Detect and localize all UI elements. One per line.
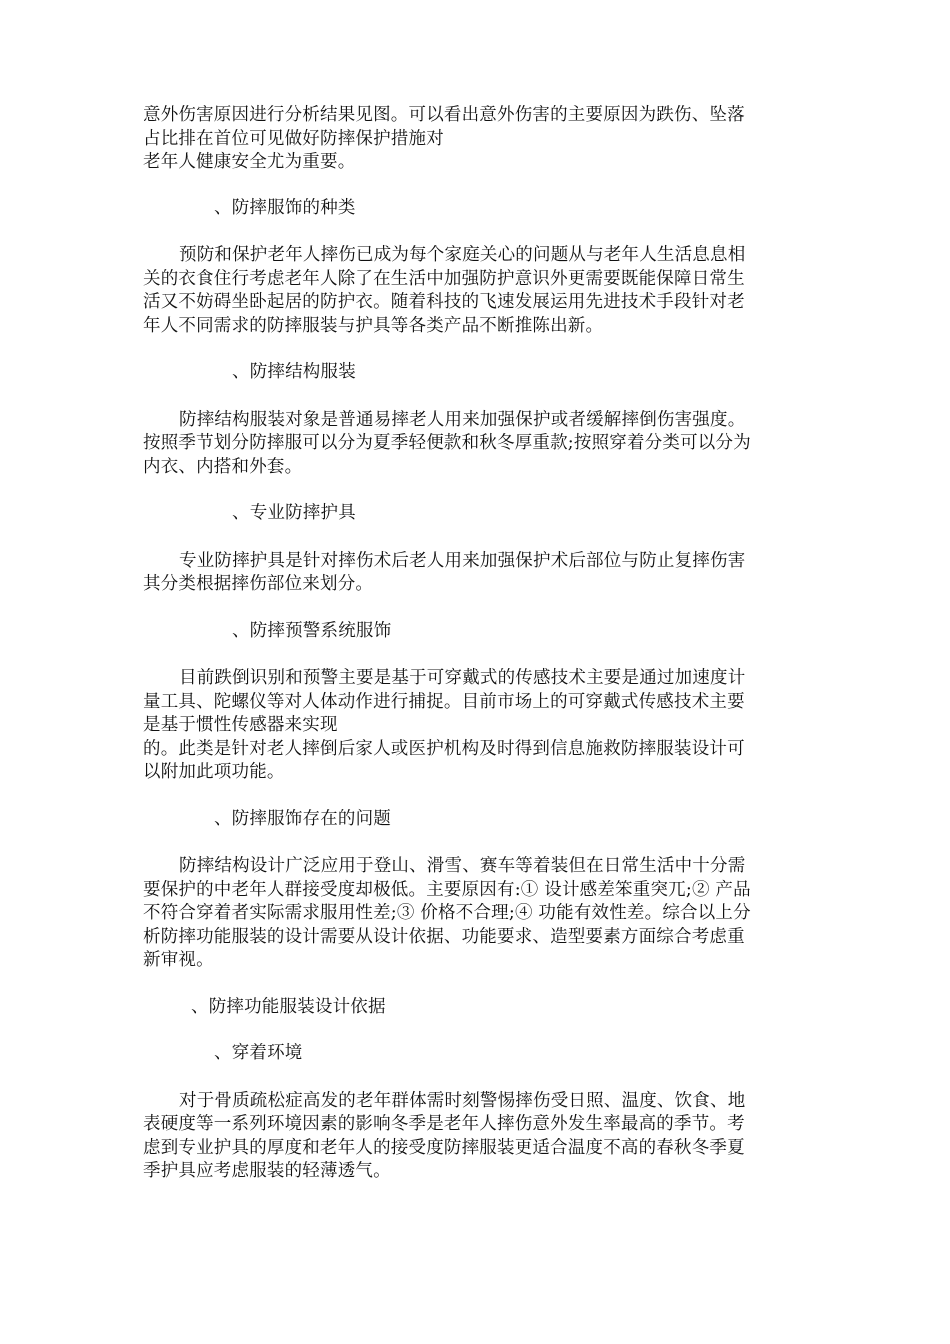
paragraph-line: 其分类根据摔伤部位来划分。 [143, 574, 374, 594]
section-heading: 、穿着环境 [214, 1043, 303, 1063]
section-heading: 、防摔结构服装 [232, 362, 356, 382]
paragraph [143, 855, 811, 973]
paragraph-line: 预防和保护老年人摔伤已成为每个家庭关心的问题从与老年人生活息息相 [179, 245, 746, 265]
paragraph-line: 防摔结构设计广泛应用于登山、滑雪、赛车等着装但在日常生活中十分需 [179, 856, 746, 876]
paragraph-line: 对于骨质疏松症高发的老年群体需时刻警惕摔伤受日照、温度、饮食、地 [179, 1090, 746, 1111]
paragraph-line: 内衣、内搭和外套。 [143, 456, 303, 477]
paragraph [143, 550, 811, 597]
section-heading: 、专业防摔护具 [232, 503, 356, 523]
paragraph-line: 活又不妨碍坐卧起居的防护衣。随着科技的飞速发展运用先进技术手段针对老 [143, 292, 745, 312]
paragraph-line: 要保护的中老年人群接受度却极低。主要原因有:① 设计感差笨重突兀;② 产品 [143, 879, 751, 900]
paragraph-line: 虑到专业护具的厚度和老年人的接受度防摔服装更适合温度不高的春秋冬季夏 [143, 1137, 745, 1158]
paragraph-line: 关的衣食住行考虑老年人除了在生活中加强防护意识外更需要既能保障日常生 [143, 268, 745, 289]
paragraph-line: 是基于惯性传感器来实现 [143, 715, 338, 735]
paragraph-line: 以附加此项功能。 [143, 762, 285, 782]
paragraph-line: 新审视。 [143, 950, 214, 970]
paragraph-line: 析防摔功能服装的设计需要从设计依据、功能要求、造型要素方面综合考虑重 [143, 926, 745, 947]
paragraph-line: 按照季节划分防摔服可以分为夏季轻便款和秋冬厚重款;按照穿着分类可以分为 [143, 433, 751, 453]
paragraph-line: 意外伤害原因进行分析结果见图。可以看出意外伤害的主要原因为跌伤、坠落 [143, 105, 745, 125]
paragraph [143, 667, 811, 785]
paragraph-line: 表硬度等一系列环境因素的影响冬季是老年人摔伤意外发生率最高的季节。考 [143, 1114, 745, 1134]
paragraph [143, 409, 811, 480]
section-heading: 、防摔功能服装设计依据 [191, 996, 386, 1017]
paragraph-line: 的。此类是针对老人摔倒后家人或医护机构及时得到信息施救防摔服装设计可 [143, 738, 745, 759]
paragraph-line: 占比排在首位可见做好防摔保护措施对 [143, 128, 444, 149]
paragraph-line: 不符合穿着者实际需求服用性差;③ 价格不合理;④ 功能有效性差。综合以上分 [143, 903, 751, 923]
section-heading: 、防摔服饰的种类 [214, 197, 356, 218]
paragraph-line: 季护具应考虑服装的轻薄透气。 [143, 1161, 391, 1181]
paragraph [143, 244, 811, 338]
paragraph-line: 年人不同需求的防摔服装与护具等各类产品不断推陈出新。 [143, 315, 604, 336]
paragraph-line: 专业防摔护具是针对摔伤术后老人用来加强保护术后部位与防止复摔伤害 [179, 550, 746, 571]
paragraph [143, 104, 811, 175]
paragraph [143, 1090, 811, 1184]
section-heading: 、防摔服饰存在的问题 [214, 808, 391, 829]
paragraph-line: 老年人健康安全尤为重要。 [143, 152, 356, 172]
paragraph-line: 量工具、陀螺仪等对人体动作进行捕捉。目前市场上的可穿戴式传感技术主要 [143, 691, 745, 712]
paragraph-line: 目前跌倒识别和预警主要是基于可穿戴式的传感技术主要是通过加速度计 [179, 668, 746, 688]
document-body [143, 104, 811, 1184]
paragraph-line: 防摔结构服装对象是普通易摔老人用来加强保护或者缓解摔倒伤害强度。 [179, 409, 746, 430]
section-heading: 、防摔预警系统服饰 [232, 620, 392, 641]
